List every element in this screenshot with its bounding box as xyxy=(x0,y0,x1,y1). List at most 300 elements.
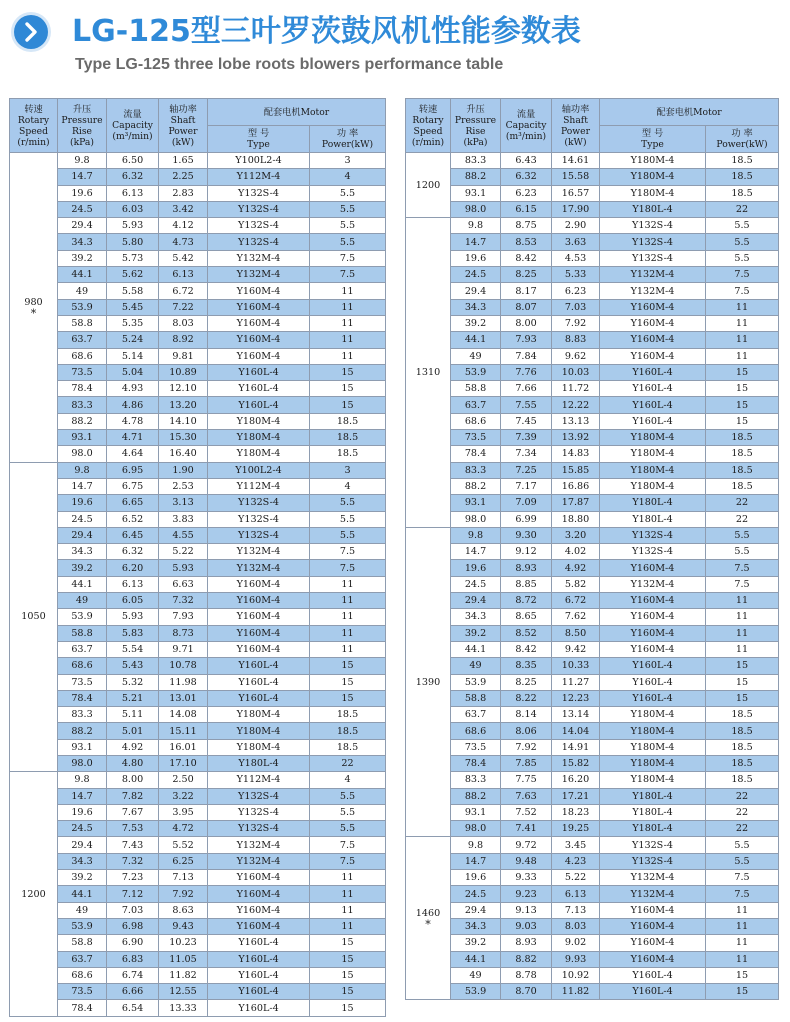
pressure-cell: 14.7 xyxy=(451,853,501,869)
shaft-power-cell: 5.42 xyxy=(159,250,208,266)
table-row xyxy=(10,299,386,315)
motor-type-cell: Y160L-4 xyxy=(208,381,310,397)
shaft-power-cell: 2.50 xyxy=(159,772,208,788)
motor-type-cell: Y180M-4 xyxy=(208,446,310,462)
motor-power-cell: 18.5 xyxy=(706,169,779,185)
pressure-cell: 83.3 xyxy=(451,772,501,788)
motor-power-cell: 18.5 xyxy=(706,723,779,739)
shaft-power-cell: 8.73 xyxy=(159,625,208,641)
motor-power-cell: 18.5 xyxy=(310,413,386,429)
motor-power-cell: 7.5 xyxy=(310,560,386,576)
table-row xyxy=(10,658,386,674)
table-row xyxy=(10,169,386,185)
shaft-power-cell: 7.13 xyxy=(552,902,600,918)
pressure-cell: 29.4 xyxy=(451,902,501,918)
col-header-capacity: 流量 Capacity (m³/min) xyxy=(107,99,159,153)
capacity-cell: 5.83 xyxy=(107,625,159,641)
motor-type-cell: Y180L-4 xyxy=(600,201,706,217)
shaft-power-cell: 5.82 xyxy=(552,576,600,592)
pressure-cell: 53.9 xyxy=(451,984,501,1000)
capacity-cell: 7.66 xyxy=(501,381,552,397)
motor-power-cell: 5.5 xyxy=(706,527,779,543)
speed-cell xyxy=(10,772,58,1016)
table-row xyxy=(406,951,779,967)
motor-type-cell: Y160M-4 xyxy=(208,902,310,918)
table-row xyxy=(406,364,779,380)
shaft-power-cell: 16.57 xyxy=(552,185,600,201)
pressure-cell: 78.4 xyxy=(451,446,501,462)
shaft-power-cell: 15.30 xyxy=(159,430,208,446)
pressure-cell: 58.8 xyxy=(58,625,107,641)
pressure-cell: 39.2 xyxy=(451,935,501,951)
pressure-cell: 68.6 xyxy=(451,413,501,429)
col-header-speed: 转速 Rotary Speed (r/min) xyxy=(406,99,451,153)
motor-type-cell: Y160M-4 xyxy=(208,609,310,625)
motor-type-cell: Y132M-4 xyxy=(600,886,706,902)
pressure-cell: 14.7 xyxy=(58,478,107,494)
motor-power-cell: 15 xyxy=(310,935,386,951)
motor-power-cell: 15 xyxy=(706,658,779,674)
motor-type-cell: Y160M-4 xyxy=(600,560,706,576)
pressure-cell: 49 xyxy=(58,902,107,918)
shaft-power-cell: 6.63 xyxy=(159,576,208,592)
shaft-power-cell: 7.32 xyxy=(159,593,208,609)
shaft-power-cell: 7.62 xyxy=(552,609,600,625)
motor-power-cell: 22 xyxy=(706,201,779,217)
shaft-power-cell: 3.45 xyxy=(552,837,600,853)
motor-type-cell: Y180M-4 xyxy=(600,185,706,201)
table-row xyxy=(406,169,779,185)
pressure-cell: 9.8 xyxy=(58,153,107,169)
col-header-motor: 配套电机Motor xyxy=(600,99,779,126)
pressure-cell: 83.3 xyxy=(58,707,107,723)
shaft-power-cell: 2.25 xyxy=(159,169,208,185)
pressure-cell: 73.5 xyxy=(451,739,501,755)
shaft-power-cell: 10.92 xyxy=(552,967,600,983)
shaft-power-cell: 3.63 xyxy=(552,234,600,250)
capacity-cell: 8.25 xyxy=(501,674,552,690)
motor-type-cell: Y160L-4 xyxy=(208,674,310,690)
motor-power-cell: 5.5 xyxy=(706,853,779,869)
motor-type-cell: Y160L-4 xyxy=(600,364,706,380)
pressure-cell: 63.7 xyxy=(58,332,107,348)
capacity-cell: 6.15 xyxy=(501,201,552,217)
motor-power-cell: 18.5 xyxy=(310,723,386,739)
motor-power-cell: 11 xyxy=(310,886,386,902)
table-row xyxy=(406,788,779,804)
shaft-power-cell: 8.03 xyxy=(159,315,208,331)
capacity-cell: 7.39 xyxy=(501,430,552,446)
shaft-power-cell: 15.82 xyxy=(552,755,600,771)
table-row xyxy=(406,609,779,625)
table-row xyxy=(10,234,386,250)
motor-power-cell: 5.5 xyxy=(310,788,386,804)
motor-power-cell: 7.5 xyxy=(706,267,779,283)
motor-power-cell: 18.5 xyxy=(310,446,386,462)
table-row xyxy=(406,723,779,739)
capacity-cell: 5.62 xyxy=(107,267,159,283)
motor-power-cell: 15 xyxy=(310,658,386,674)
motor-power-cell: 11 xyxy=(310,902,386,918)
shaft-power-cell: 8.83 xyxy=(552,332,600,348)
capacity-cell: 7.45 xyxy=(501,413,552,429)
table-row xyxy=(406,462,779,478)
motor-type-cell: Y160M-4 xyxy=(600,348,706,364)
pressure-cell: 53.9 xyxy=(58,918,107,934)
motor-power-cell: 5.5 xyxy=(706,234,779,250)
capacity-cell: 6.50 xyxy=(107,153,159,169)
motor-type-cell: Y160L-4 xyxy=(208,658,310,674)
pressure-cell: 88.2 xyxy=(451,478,501,494)
motor-power-cell: 15 xyxy=(310,690,386,706)
motor-type-cell: Y160M-4 xyxy=(600,951,706,967)
col-header-pressure: 升压 Pressure Rise (kPa) xyxy=(451,99,501,153)
table-row xyxy=(10,804,386,820)
table-row xyxy=(10,984,386,1000)
pressure-cell: 88.2 xyxy=(58,723,107,739)
motor-type-cell: Y132S-4 xyxy=(208,804,310,820)
motor-power-cell: 5.5 xyxy=(310,495,386,511)
table-row xyxy=(10,674,386,690)
pressure-cell: 29.4 xyxy=(451,283,501,299)
table-row xyxy=(10,739,386,755)
capacity-cell: 7.12 xyxy=(107,886,159,902)
pressure-cell: 53.9 xyxy=(451,674,501,690)
table-row xyxy=(406,593,779,609)
pressure-cell: 49 xyxy=(451,658,501,674)
pressure-cell: 34.3 xyxy=(58,234,107,250)
table-row xyxy=(10,201,386,217)
motor-type-cell: Y180M-4 xyxy=(600,462,706,478)
capacity-cell: 5.21 xyxy=(107,690,159,706)
pressure-cell: 24.5 xyxy=(451,267,501,283)
motor-power-cell: 15 xyxy=(310,967,386,983)
motor-power-cell: 7.5 xyxy=(310,250,386,266)
motor-power-cell: 15 xyxy=(310,381,386,397)
motor-power-cell: 11 xyxy=(310,870,386,886)
motor-type-cell: Y112M-4 xyxy=(208,772,310,788)
motor-power-cell: 4 xyxy=(310,772,386,788)
pressure-cell: 34.3 xyxy=(58,544,107,560)
table-row xyxy=(10,707,386,723)
col-header-motor-type: 型 号 Type xyxy=(208,126,310,153)
pressure-cell: 53.9 xyxy=(58,299,107,315)
table-row xyxy=(10,951,386,967)
motor-power-cell: 22 xyxy=(706,821,779,837)
motor-type-cell: Y180M-4 xyxy=(600,153,706,169)
motor-power-cell: 5.5 xyxy=(310,234,386,250)
capacity-cell: 9.33 xyxy=(501,870,552,886)
pressure-cell: 98.0 xyxy=(451,821,501,837)
motor-type-cell: Y132M-4 xyxy=(600,267,706,283)
motor-power-cell: 7.5 xyxy=(310,837,386,853)
speed-cell xyxy=(406,153,451,218)
motor-power-cell: 18.5 xyxy=(706,772,779,788)
speed-cell xyxy=(406,837,451,1000)
capacity-cell: 7.43 xyxy=(107,837,159,853)
motor-power-cell: 11 xyxy=(310,609,386,625)
capacity-cell: 6.05 xyxy=(107,593,159,609)
capacity-cell: 8.78 xyxy=(501,967,552,983)
motor-power-cell: 5.5 xyxy=(310,511,386,527)
col-header-capacity: 流量 Capacity (m³/min) xyxy=(501,99,552,153)
capacity-cell: 7.23 xyxy=(107,870,159,886)
table-row xyxy=(10,446,386,462)
capacity-cell: 7.52 xyxy=(501,804,552,820)
shaft-power-cell: 3.13 xyxy=(159,495,208,511)
table-row xyxy=(10,185,386,201)
motor-power-cell: 15 xyxy=(310,951,386,967)
capacity-cell: 8.17 xyxy=(501,283,552,299)
motor-power-cell: 15 xyxy=(310,1000,386,1016)
motor-type-cell: Y160M-4 xyxy=(600,315,706,331)
table-row xyxy=(10,332,386,348)
col-header-shaft-power: 轴功率 Shaft Power (kW) xyxy=(159,99,208,153)
table-row xyxy=(10,886,386,902)
table-row xyxy=(406,625,779,641)
pressure-cell: 49 xyxy=(451,348,501,364)
capacity-cell: 9.23 xyxy=(501,886,552,902)
capacity-cell: 7.41 xyxy=(501,821,552,837)
motor-power-cell: 15 xyxy=(706,690,779,706)
table-row xyxy=(406,984,779,1000)
shaft-power-cell: 7.13 xyxy=(159,870,208,886)
motor-type-cell: Y160M-4 xyxy=(208,576,310,592)
pressure-cell: 68.6 xyxy=(58,967,107,983)
col-header-motor: 配套电机Motor xyxy=(208,99,386,126)
motor-power-cell: 22 xyxy=(706,804,779,820)
motor-power-cell: 11 xyxy=(310,593,386,609)
shaft-power-cell: 4.23 xyxy=(552,853,600,869)
pressure-cell: 68.6 xyxy=(451,723,501,739)
pressure-cell: 83.3 xyxy=(451,153,501,169)
col-header-shaft-power: 轴功率 Shaft Power (kW) xyxy=(552,99,600,153)
motor-power-cell: 5.5 xyxy=(706,218,779,234)
motor-type-cell: Y132S-4 xyxy=(600,853,706,869)
shaft-power-cell: 11.72 xyxy=(552,381,600,397)
motor-power-cell: 22 xyxy=(310,755,386,771)
table-row xyxy=(406,397,779,413)
shaft-power-cell: 3.20 xyxy=(552,527,600,543)
pressure-cell: 63.7 xyxy=(58,641,107,657)
pressure-cell: 83.3 xyxy=(451,462,501,478)
motor-type-cell: Y160L-4 xyxy=(208,397,310,413)
motor-power-cell: 15 xyxy=(706,397,779,413)
table-row xyxy=(406,153,779,169)
speed-value: 1200 xyxy=(415,179,441,191)
motor-type-cell: Y180L-4 xyxy=(600,788,706,804)
capacity-cell: 6.32 xyxy=(501,169,552,185)
table-row xyxy=(10,153,386,169)
table-row xyxy=(10,364,386,380)
shaft-power-cell: 14.10 xyxy=(159,413,208,429)
shaft-power-cell: 13.01 xyxy=(159,690,208,706)
motor-power-cell: 18.5 xyxy=(706,707,779,723)
motor-power-cell: 11 xyxy=(706,299,779,315)
table-row xyxy=(406,658,779,674)
col-header-speed: 转速 Rotary Speed (r/min) xyxy=(10,99,58,153)
shaft-power-cell: 6.25 xyxy=(159,853,208,869)
pressure-cell: 39.2 xyxy=(451,625,501,641)
capacity-cell: 4.80 xyxy=(107,755,159,771)
motor-type-cell: Y160M-4 xyxy=(208,625,310,641)
table-row xyxy=(406,804,779,820)
pressure-cell: 24.5 xyxy=(58,511,107,527)
table-row xyxy=(406,381,779,397)
motor-type-cell: Y132M-4 xyxy=(600,576,706,592)
table-row xyxy=(10,381,386,397)
motor-power-cell: 11 xyxy=(706,332,779,348)
capacity-cell: 7.53 xyxy=(107,821,159,837)
capacity-cell: 4.93 xyxy=(107,381,159,397)
shaft-power-cell: 13.20 xyxy=(159,397,208,413)
table-row xyxy=(406,315,779,331)
shaft-power-cell: 3.83 xyxy=(159,511,208,527)
table-row xyxy=(406,185,779,201)
capacity-cell: 5.04 xyxy=(107,364,159,380)
capacity-cell: 6.20 xyxy=(107,560,159,576)
capacity-cell: 6.95 xyxy=(107,462,159,478)
motor-power-cell: 18.5 xyxy=(310,430,386,446)
table-row xyxy=(10,462,386,478)
motor-power-cell: 5.5 xyxy=(310,821,386,837)
motor-power-cell: 11 xyxy=(706,625,779,641)
table-row xyxy=(406,967,779,983)
motor-type-cell: Y132S-4 xyxy=(600,527,706,543)
pressure-cell: 19.6 xyxy=(58,804,107,820)
table-row xyxy=(10,413,386,429)
capacity-cell: 9.12 xyxy=(501,544,552,560)
shaft-power-cell: 7.92 xyxy=(552,315,600,331)
capacity-cell: 6.45 xyxy=(107,527,159,543)
motor-power-cell: 18.5 xyxy=(310,707,386,723)
motor-power-cell: 15 xyxy=(706,413,779,429)
table-row xyxy=(10,837,386,853)
motor-type-cell: Y132S-4 xyxy=(208,821,310,837)
motor-power-cell: 5.5 xyxy=(310,185,386,201)
motor-type-cell: Y132S-4 xyxy=(208,185,310,201)
pressure-cell: 98.0 xyxy=(58,446,107,462)
page-title: LG-125型三叶罗茨鼓风机性能参数表 xyxy=(72,14,581,49)
pressure-cell: 93.1 xyxy=(451,185,501,201)
motor-type-cell: Y160M-4 xyxy=(208,332,310,348)
motor-type-cell: Y180M-4 xyxy=(600,169,706,185)
shaft-power-cell: 15.85 xyxy=(552,462,600,478)
capacity-cell: 8.75 xyxy=(501,218,552,234)
motor-power-cell: 7.5 xyxy=(310,267,386,283)
shaft-power-cell: 16.01 xyxy=(159,739,208,755)
shaft-power-cell: 11.82 xyxy=(159,967,208,983)
motor-type-cell: Y160L-4 xyxy=(600,381,706,397)
capacity-cell: 9.48 xyxy=(501,853,552,869)
motor-type-cell: Y160M-4 xyxy=(208,886,310,902)
capacity-cell: 4.78 xyxy=(107,413,159,429)
shaft-power-cell: 4.12 xyxy=(159,218,208,234)
table-row xyxy=(10,918,386,934)
shaft-power-cell: 6.23 xyxy=(552,283,600,299)
motor-power-cell: 7.5 xyxy=(706,886,779,902)
capacity-cell: 8.00 xyxy=(501,315,552,331)
table-row xyxy=(406,641,779,657)
motor-power-cell: 11 xyxy=(310,315,386,331)
capacity-cell: 5.24 xyxy=(107,332,159,348)
motor-type-cell: Y160L-4 xyxy=(208,364,310,380)
pressure-cell: 19.6 xyxy=(58,185,107,201)
shaft-power-cell: 9.81 xyxy=(159,348,208,364)
capacity-cell: 9.03 xyxy=(501,918,552,934)
motor-type-cell: Y132M-4 xyxy=(208,560,310,576)
motor-power-cell: 15 xyxy=(310,674,386,690)
motor-power-cell: 11 xyxy=(706,902,779,918)
capacity-cell: 9.72 xyxy=(501,837,552,853)
pressure-cell: 73.5 xyxy=(451,430,501,446)
capacity-cell: 8.07 xyxy=(501,299,552,315)
shaft-power-cell: 8.63 xyxy=(159,902,208,918)
motor-type-cell: Y180M-4 xyxy=(600,478,706,494)
motor-power-cell: 11 xyxy=(706,315,779,331)
shaft-power-cell: 14.04 xyxy=(552,723,600,739)
pressure-cell: 29.4 xyxy=(58,527,107,543)
shaft-power-cell: 15.58 xyxy=(552,169,600,185)
shaft-power-cell: 8.92 xyxy=(159,332,208,348)
capacity-cell: 8.93 xyxy=(501,560,552,576)
pressure-cell: 58.8 xyxy=(58,935,107,951)
motor-type-cell: Y180L-4 xyxy=(600,821,706,837)
pressure-cell: 19.6 xyxy=(58,495,107,511)
motor-type-cell: Y132S-4 xyxy=(600,544,706,560)
performance-table-right xyxy=(405,98,779,1000)
motor-type-cell: Y160M-4 xyxy=(600,918,706,934)
pressure-cell: 29.4 xyxy=(58,837,107,853)
shaft-power-cell: 14.91 xyxy=(552,739,600,755)
shaft-power-cell: 18.80 xyxy=(552,511,600,527)
capacity-cell: 5.01 xyxy=(107,723,159,739)
table-row xyxy=(406,446,779,462)
motor-type-cell: Y132S-4 xyxy=(208,788,310,804)
motor-power-cell: 5.5 xyxy=(310,201,386,217)
motor-power-cell: 7.5 xyxy=(310,544,386,560)
capacity-cell: 7.55 xyxy=(501,397,552,413)
motor-type-cell: Y160M-4 xyxy=(600,625,706,641)
chevron-right-circle-icon xyxy=(14,15,48,49)
pressure-cell: 58.8 xyxy=(451,381,501,397)
table-row xyxy=(10,690,386,706)
pressure-cell: 49 xyxy=(451,967,501,983)
capacity-cell: 8.85 xyxy=(501,576,552,592)
pressure-cell: 78.4 xyxy=(58,690,107,706)
motor-power-cell: 11 xyxy=(706,918,779,934)
capacity-cell: 8.25 xyxy=(501,267,552,283)
performance-table-left xyxy=(9,98,386,1017)
motor-type-cell: Y132M-4 xyxy=(600,283,706,299)
motor-power-cell: 11 xyxy=(310,283,386,299)
capacity-cell: 5.93 xyxy=(107,218,159,234)
speed-value: 1460 xyxy=(415,907,441,919)
pressure-cell: 83.3 xyxy=(58,397,107,413)
table-row xyxy=(406,853,779,869)
capacity-cell: 6.03 xyxy=(107,201,159,217)
col-header-motor-type: 型 号 Type xyxy=(600,126,706,153)
pressure-cell: 63.7 xyxy=(451,397,501,413)
capacity-cell: 7.09 xyxy=(501,495,552,511)
speed-value: 1310 xyxy=(415,367,441,378)
shaft-power-cell: 16.20 xyxy=(552,772,600,788)
table-row xyxy=(406,413,779,429)
shaft-power-cell: 2.83 xyxy=(159,185,208,201)
shaft-power-cell: 2.53 xyxy=(159,478,208,494)
table-row xyxy=(406,218,779,234)
motor-power-cell: 11 xyxy=(706,348,779,364)
